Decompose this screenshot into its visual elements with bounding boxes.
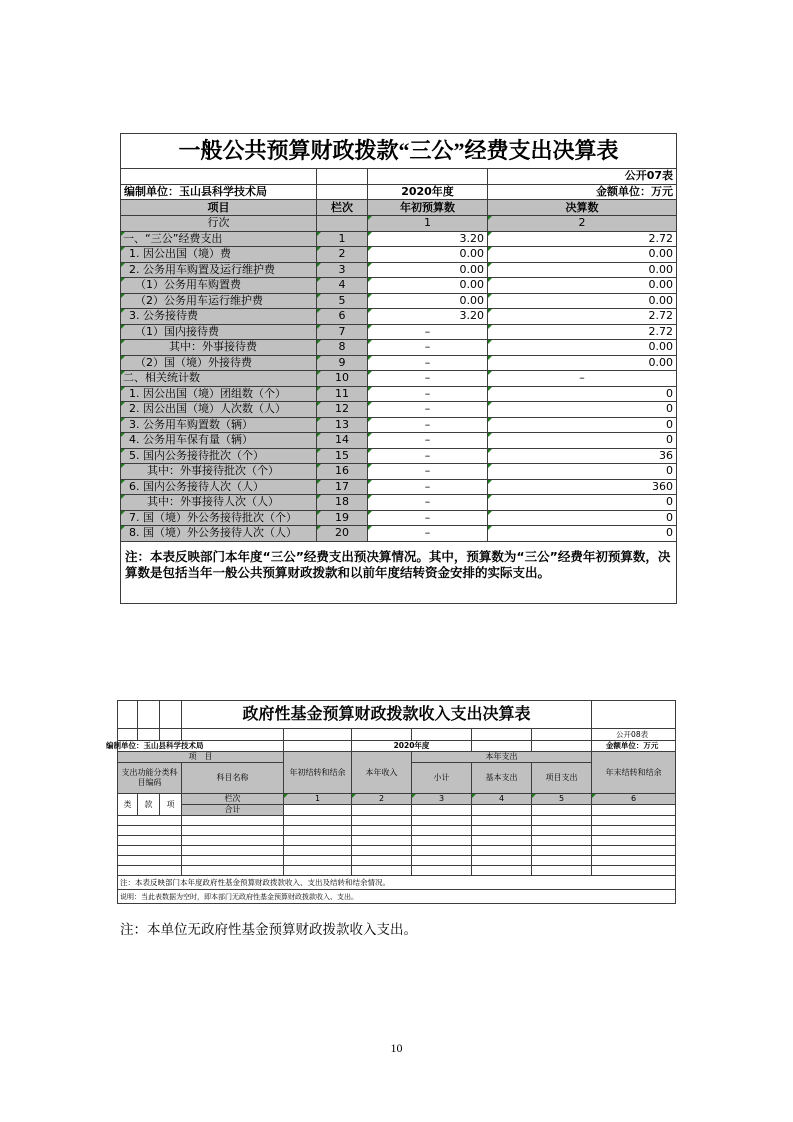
empty-cell <box>592 826 676 836</box>
empty-cell <box>182 846 284 856</box>
final-value-cell: 360 <box>488 479 677 495</box>
budget-value-cell: – <box>368 340 488 356</box>
final-value-cell: 0 <box>488 510 677 526</box>
empty-cell <box>284 856 352 866</box>
header-current-income: 本年收入 <box>352 752 412 794</box>
empty-cell <box>138 729 160 741</box>
empty-cell <box>472 856 532 866</box>
table2-title-row <box>118 701 676 729</box>
final-value-cell: 0.00 <box>488 278 677 294</box>
empty-cell <box>592 856 676 866</box>
table2-title: 政府性基金预算财政拨款收入支出决算表 <box>182 701 592 729</box>
empty-cell <box>532 856 592 866</box>
line-number-cell: 4 <box>317 278 368 294</box>
budget-value-cell: – <box>368 417 488 433</box>
table-row <box>121 386 677 402</box>
table2-note-row-2 <box>118 890 676 904</box>
final-value-cell: 0 <box>488 495 677 511</box>
budget-value-cell: – <box>368 386 488 402</box>
empty-cell <box>182 729 284 741</box>
table1-form-code-row <box>121 169 677 185</box>
budget-value-cell: 3.20 <box>368 309 488 325</box>
empty-cell <box>352 805 412 816</box>
column-header-budget: 年初预算数 <box>368 200 488 216</box>
line-number-cell: 14 <box>317 433 368 449</box>
line-number-header: 行次 <box>121 216 317 232</box>
line-number-cell: 3 <box>317 262 368 278</box>
header-item-col: 项 <box>160 794 182 816</box>
line-number-cell: 7 <box>317 324 368 340</box>
budget-value-cell: – <box>368 324 488 340</box>
budget-value-cell: – <box>368 371 488 387</box>
table-row <box>121 309 677 325</box>
empty-cell <box>412 729 472 741</box>
table-row <box>121 278 677 294</box>
empty-cell <box>472 805 532 816</box>
header-function-code: 支出功能分类科目编码 <box>118 763 182 794</box>
empty-cell <box>472 729 532 741</box>
table-row <box>121 231 677 247</box>
empty-cell <box>182 856 284 866</box>
line-number-cell: 18 <box>317 495 368 511</box>
row-label-cell: 一、“三公”经费支出 <box>121 231 317 247</box>
row-label-cell: 二、相关统计数 <box>121 371 317 387</box>
empty-cell <box>592 846 676 856</box>
empty-cell <box>532 846 592 856</box>
line-number-cell: 1 <box>317 231 368 247</box>
table1-note-row <box>121 541 677 603</box>
row-label-cell: 6. 国内公务接待人次（人） <box>121 479 317 495</box>
table-row <box>121 293 677 309</box>
final-value-cell: 0.00 <box>488 355 677 371</box>
final-value-cell: 0 <box>488 464 677 480</box>
empty-cell <box>284 805 352 816</box>
empty-cell <box>532 836 592 846</box>
final-value-cell: 0 <box>488 386 677 402</box>
final-value-cell: 0.00 <box>488 247 677 263</box>
header-end-balance: 年末结转和结余 <box>592 752 676 794</box>
empty-row <box>118 836 676 846</box>
empty-cell <box>412 846 472 856</box>
government-fund-budget-table <box>106 700 676 904</box>
budget-value-cell: 0.00 <box>368 262 488 278</box>
empty-cell <box>317 216 368 232</box>
line-col-2: 2 <box>488 216 677 232</box>
line-number-cell: 19 <box>317 510 368 526</box>
empty-cell <box>317 169 368 185</box>
budget-value-cell: – <box>368 526 488 542</box>
total-label: 合计 <box>182 805 284 816</box>
budget-value-cell: 0.00 <box>368 293 488 309</box>
empty-cell <box>472 846 532 856</box>
column-header-final: 决算数 <box>488 200 677 216</box>
row-label-cell: 8. 国（境）外公务接待人次（人） <box>121 526 317 542</box>
line-number-cell: 6 <box>317 309 368 325</box>
table-row <box>121 464 677 480</box>
table1-line-row <box>121 216 677 232</box>
empty-row <box>118 856 676 866</box>
line-number-cell: 15 <box>317 448 368 464</box>
empty-cell <box>412 836 472 846</box>
table1-note: 注：本表反映部门本年度“三公”经费支出预决算情况。其中，预算数为“三公”经费年初预算数，决算数是包括当年一般公共预算财政拨款和以前年度结转资金安排的实际支出。 <box>121 541 677 603</box>
budget-value-cell: – <box>368 433 488 449</box>
empty-cell <box>472 866 532 876</box>
table-row <box>121 402 677 418</box>
line-number-cell: 13 <box>317 417 368 433</box>
empty-cell <box>182 866 284 876</box>
empty-cell <box>532 826 592 836</box>
final-value-cell: 0 <box>488 417 677 433</box>
header-project-expenditure: 项目支出 <box>532 763 592 794</box>
row-label-cell: 1. 因公出国（境）团组数（个） <box>121 386 317 402</box>
line-number-cell: 12 <box>317 402 368 418</box>
table-row <box>121 510 677 526</box>
row-label-cell: 其中：外事接待人次（人） <box>121 495 317 511</box>
col-num-5: 5 <box>532 794 592 805</box>
line-number-cell: 17 <box>317 479 368 495</box>
empty-cell <box>472 741 532 752</box>
final-value-cell: 2.72 <box>488 309 677 325</box>
empty-cell <box>118 866 182 876</box>
row-label-cell: 3. 公务用车购置数（辆） <box>121 417 317 433</box>
line-number-cell: 11 <box>317 386 368 402</box>
budget-value-cell: – <box>368 510 488 526</box>
row-label-cell: （2）公务用车运行维护费 <box>121 293 317 309</box>
budget-value-cell: 3.20 <box>368 231 488 247</box>
row-label-cell: 1. 因公出国（境）费 <box>121 247 317 263</box>
row-label-cell: 5. 国内公务接待批次（个） <box>121 448 317 464</box>
empty-cell <box>118 846 182 856</box>
table2-prepared-by: 编制单位：玉山县科学技术局 <box>118 741 284 752</box>
final-value-cell: 2.72 <box>488 231 677 247</box>
header-basic-expenditure: 基本支出 <box>472 763 532 794</box>
empty-row <box>118 866 676 876</box>
empty-cell <box>532 805 592 816</box>
row-label-cell: （1）国内接待费 <box>121 324 317 340</box>
final-value-cell: 0 <box>488 433 677 449</box>
empty-cell <box>284 846 352 856</box>
row-label-cell: 7. 国（境）外公务接待批次（个） <box>121 510 317 526</box>
empty-cell <box>472 836 532 846</box>
empty-cell <box>352 729 412 741</box>
row-label-cell: （1）公务用车购置费 <box>121 278 317 294</box>
empty-cell <box>352 846 412 856</box>
table2-form-code-row <box>118 729 676 741</box>
table2-form-code: 公开08表 <box>592 729 676 741</box>
table2-meta-row <box>118 741 676 752</box>
col-num-2: 2 <box>352 794 412 805</box>
footer-note: 注：本单位无政府性基金预算财政拨款收入支出。 <box>120 922 417 937</box>
table2-header-row-1 <box>118 752 676 763</box>
table-row <box>121 479 677 495</box>
table-row <box>121 526 677 542</box>
line-number-cell: 10 <box>317 371 368 387</box>
empty-cell <box>352 866 412 876</box>
table-row <box>121 247 677 263</box>
empty-cell <box>118 729 138 741</box>
budget-value-cell: – <box>368 402 488 418</box>
table2-note-row-1 <box>118 876 676 890</box>
line-number-cell: 9 <box>317 355 368 371</box>
empty-cell <box>592 866 676 876</box>
final-value-cell: – <box>488 371 677 387</box>
row-label-cell: 2. 因公出国（境）人次数（人） <box>121 402 317 418</box>
header-begin-balance: 年初结转和结余 <box>284 752 352 794</box>
line-number-cell: 16 <box>317 464 368 480</box>
table2-grid <box>106 700 676 904</box>
empty-cell <box>352 836 412 846</box>
empty-cell <box>284 866 352 876</box>
empty-row <box>118 816 676 826</box>
header-subtotal: 小计 <box>412 763 472 794</box>
header-item: 项 目 <box>118 752 284 763</box>
table-row <box>121 495 677 511</box>
table-row <box>121 355 677 371</box>
empty-cell <box>412 866 472 876</box>
column-header-column: 栏次 <box>317 200 368 216</box>
table1-title-row <box>121 134 677 169</box>
budget-value-cell: – <box>368 448 488 464</box>
empty-cell <box>368 169 488 185</box>
empty-cell <box>352 826 412 836</box>
empty-cell <box>284 816 352 826</box>
empty-cell <box>284 836 352 846</box>
empty-cell <box>138 701 160 729</box>
empty-cell <box>532 866 592 876</box>
budget-value-cell: – <box>368 479 488 495</box>
table2-explanation: 说明：当此表数据为空时，即本部门无政府性基金预算财政拨款收入、支出。 <box>118 890 676 904</box>
final-value-cell: 0.00 <box>488 340 677 356</box>
table-row <box>121 417 677 433</box>
empty-cell <box>160 701 182 729</box>
budget-value-cell: 0.00 <box>368 278 488 294</box>
line-number-cell: 8 <box>317 340 368 356</box>
line-number-cell: 2 <box>317 247 368 263</box>
row-label-cell: 其中：外事接待批次（个） <box>121 464 317 480</box>
line-number-cell: 5 <box>317 293 368 309</box>
row-label-cell: 2. 公务用车购置及运行维护费 <box>121 262 317 278</box>
row-label-cell: 3. 公务接待费 <box>121 309 317 325</box>
table2-note: 注：本表反映部门本年度政府性基金预算财政拨款收入、支出及结转和结余情况。 <box>118 876 676 890</box>
row-label-cell: 其中：外事接待费 <box>121 340 317 356</box>
empty-cell <box>592 816 676 826</box>
empty-cell <box>118 836 182 846</box>
final-value-cell: 0 <box>488 402 677 418</box>
table-row <box>121 340 677 356</box>
empty-cell <box>472 816 532 826</box>
empty-cell <box>284 729 352 741</box>
col-num-1: 1 <box>284 794 352 805</box>
empty-cell <box>532 729 592 741</box>
table1-prepared-by: 编制单位：玉山县科学技术局 <box>121 184 317 200</box>
line-number-cell: 20 <box>317 526 368 542</box>
col-num-4: 4 <box>472 794 532 805</box>
empty-cell <box>592 805 676 816</box>
budget-value-cell: – <box>368 355 488 371</box>
table-row <box>121 448 677 464</box>
empty-cell <box>352 856 412 866</box>
final-value-cell: 0.00 <box>488 293 677 309</box>
empty-cell <box>118 856 182 866</box>
table-row <box>121 433 677 449</box>
final-value-cell: 0 <box>488 526 677 542</box>
table1-amount-unit: 金额单位：万元 <box>488 184 677 200</box>
budget-value-cell: – <box>368 495 488 511</box>
header-class: 类 <box>118 794 138 816</box>
table1-grid <box>120 133 677 604</box>
table2-total-row <box>118 805 676 816</box>
empty-cell <box>592 836 676 846</box>
empty-cell <box>317 184 368 200</box>
header-section: 款 <box>138 794 160 816</box>
table2-column-index-row <box>118 794 676 805</box>
empty-cell <box>284 826 352 836</box>
table2-amount-unit: 金额单位：万元 <box>592 741 676 752</box>
empty-cell <box>284 741 352 752</box>
empty-row <box>118 846 676 856</box>
page-number: 10 <box>390 1041 403 1055</box>
final-value-cell: 2.72 <box>488 324 677 340</box>
table1-fiscal-year: 2020年度 <box>368 184 488 200</box>
table-row <box>121 371 677 387</box>
final-value-cell: 0.00 <box>488 262 677 278</box>
table2-fiscal-year: 2020年度 <box>352 741 472 752</box>
col-num-6: 6 <box>592 794 676 805</box>
empty-cell <box>118 816 182 826</box>
final-value-cell: 36 <box>488 448 677 464</box>
empty-cell <box>118 826 182 836</box>
header-subject-name: 科目名称 <box>182 763 284 794</box>
budget-value-cell: 0.00 <box>368 247 488 263</box>
col-num-3: 3 <box>412 794 472 805</box>
line-col-1: 1 <box>368 216 488 232</box>
empty-cell <box>532 816 592 826</box>
table-row <box>121 262 677 278</box>
empty-cell <box>532 741 592 752</box>
empty-cell <box>121 169 317 185</box>
empty-cell <box>472 826 532 836</box>
column-header-item: 项目 <box>121 200 317 216</box>
table1-meta-row <box>121 184 677 200</box>
table1-header-row <box>121 200 677 216</box>
empty-row <box>118 826 676 836</box>
empty-cell <box>412 805 472 816</box>
empty-cell <box>412 856 472 866</box>
table1-form-code: 公开07表 <box>488 169 677 185</box>
empty-cell <box>160 729 182 741</box>
budget-value-cell: – <box>368 464 488 480</box>
header-lanci: 栏次 <box>182 794 284 805</box>
empty-cell <box>352 816 412 826</box>
row-label-cell: （2）国（境）外接待费 <box>121 355 317 371</box>
empty-cell <box>412 816 472 826</box>
row-label-cell: 4. 公务用车保有量（辆） <box>121 433 317 449</box>
general-budget-three-public-table <box>120 133 677 604</box>
table1-title: 一般公共预算财政拨款“三公”经费支出决算表 <box>121 134 677 169</box>
empty-cell <box>182 836 284 846</box>
empty-cell <box>592 701 676 729</box>
empty-cell <box>412 826 472 836</box>
empty-cell <box>182 816 284 826</box>
empty-cell <box>118 701 138 729</box>
table-row <box>121 324 677 340</box>
header-current-expenditure: 本年支出 <box>412 752 592 763</box>
empty-cell <box>182 826 284 836</box>
